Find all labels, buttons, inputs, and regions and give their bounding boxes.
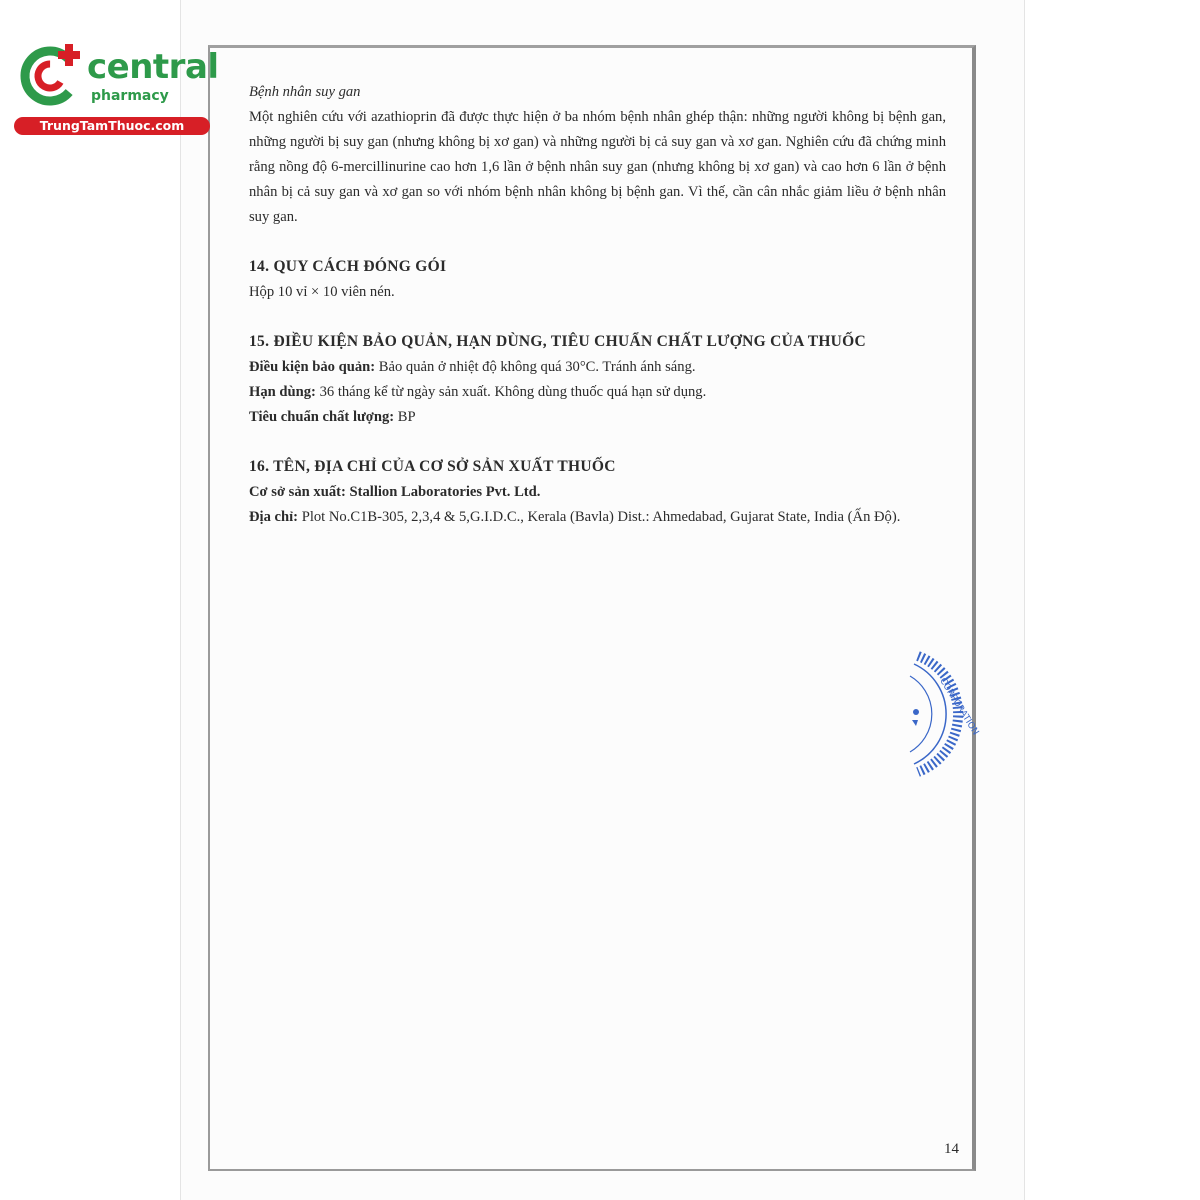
- expiry-label: Hạn dùng:: [249, 384, 316, 400]
- page-number: 14: [944, 1141, 959, 1157]
- intro-paragraph: Một nghiên cứu với azathioprin đã được thực hiện ở ba nhóm bệnh nhân ghép thận: những người không bị bệnh gan, những người bị suy gan (nhưng không bị xơ gan) và những người bị cả suy gan và xơ gan. Nghiên cứu đã chứng minh rằng nồng độ 6-mercillinurine cao hơn 1,6 lần ở bệnh nhân suy gan (nhưng không bị xơ gan) và cao hơn 6 lần ở bệnh nhân bị cả suy gan và xơ gan so với nhóm bệnh nhân không bị bệnh gan. Vì thế, cần cân nhắc giảm liều ở bệnh nhân suy gan.: [249, 109, 946, 225]
- document-body: [249, 80, 946, 530]
- address-value: Plot No.C1B-305, 2,3,4 & 5,G.I.D.C., Kerala (Bavla) Dist.: Ahmedabad, Gujarat State, India (Ấn Độ).: [298, 509, 901, 525]
- svg-text:CORPORATION: CORPORATION: [937, 676, 980, 738]
- standard-value: BP: [394, 409, 416, 425]
- company-seal-stamp: [900, 648, 980, 780]
- section-14-body: Hộp 10 vỉ × 10 viên nén.: [249, 284, 395, 300]
- storage-label: Điều kiện bảo quản:: [249, 359, 376, 375]
- manufacturer-line: Cơ sở sản xuất: Stallion Laboratories Pvt. Ltd.: [249, 484, 541, 500]
- logo-url-bar[interactable]: TrungTamThuoc.com: [14, 117, 210, 135]
- address-label: Địa chỉ:: [249, 509, 299, 525]
- section-16-title: 16. TÊN, ĐỊA CHỈ CỦA CƠ SỞ SẢN XUẤT THUỐC: [249, 458, 616, 475]
- standard-label: Tiêu chuẩn chất lượng:: [249, 409, 395, 425]
- section-15-title: 15. ĐIỀU KIỆN BẢO QUẢN, HẠN DÙNG, TIÊU CHUẨN CHẤT LƯỢNG CỦA THUỐC: [249, 333, 867, 350]
- address-line: [249, 505, 946, 530]
- expiry-line: [249, 380, 946, 405]
- expiry-value: 36 tháng kể từ ngày sản xuất. Không dùng thuốc quá hạn sử dụng.: [315, 384, 707, 400]
- logo-sub-text: pharmacy: [91, 88, 169, 104]
- logo-brand-text: central: [87, 47, 219, 87]
- standard-line: [249, 405, 946, 430]
- storage-line: [249, 355, 946, 380]
- storage-value: Bảo quản ở nhiệt độ không quá 30°C. Tránh ánh sáng.: [375, 359, 696, 375]
- section-14-title: 14. QUY CÁCH ĐÓNG GÓI: [249, 258, 447, 275]
- subheading: Bệnh nhân suy gan: [249, 84, 361, 100]
